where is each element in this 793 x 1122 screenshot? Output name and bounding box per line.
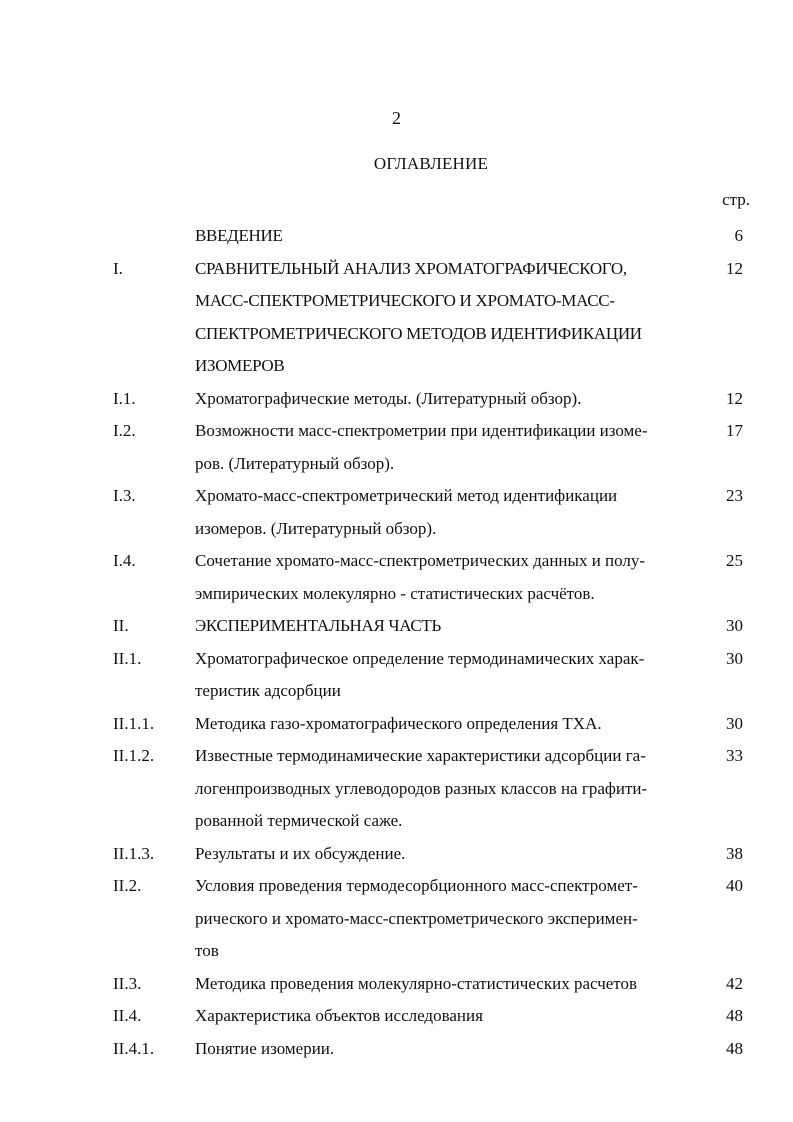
toc-entry-title-line: рического и хромато-масс-спектрометрического эксперимен-: [195, 908, 638, 928]
toc-title: ОГЛАВЛЕНИЕ: [373, 154, 489, 173]
toc-entry-title: [195, 1000, 703, 1033]
toc-entry-page: 12: [726, 388, 743, 408]
toc-entry-title-line: Методика газо-хроматографического определения ТХА.: [195, 713, 602, 733]
toc-entry-title: [195, 545, 703, 610]
toc-entry-title: [195, 870, 703, 968]
toc-entry-title-line: эмпирических молекулярно - статистических расчётов.: [195, 583, 595, 603]
toc-entry-title-line: МАСС-СПЕКТРОМЕТРИЧЕСКОГО И ХРОМАТО-МАСС-: [195, 291, 615, 310]
toc-entry-title-line: теристик адсорбции: [195, 681, 341, 700]
toc-entry-title-line: рованной термической саже.: [195, 811, 403, 830]
toc-entry-page: 17: [726, 421, 743, 440]
toc-entry: [0, 740, 793, 838]
toc-entry-page: 48: [726, 1006, 743, 1025]
toc-entry-title-line: ИЗОМЕРОВ: [195, 356, 285, 375]
toc-entry-number: II.1.1.: [113, 713, 155, 733]
toc-entry: [0, 220, 793, 253]
toc-entry-page: 23: [726, 486, 743, 505]
toc-entry-number: II.1.: [113, 648, 142, 668]
toc-entry: [0, 1000, 793, 1033]
toc-entry-title-line: Условия проведения термодесорбционного масс-спектромет-: [195, 876, 638, 895]
toc-entry-page: 33: [726, 746, 743, 765]
toc-entry-title-line: СРАВНИТЕЛЬНЫЙ АНАЛИЗ ХРОМАТОГРАФИЧЕСКОГО,: [195, 258, 627, 278]
toc-entry-title-line: Методика проведения молекулярно-статистических расчетов: [195, 973, 638, 993]
toc-entry: [0, 415, 793, 480]
toc-entry: [0, 838, 793, 871]
toc-entry-title-line: тов: [195, 941, 219, 960]
toc-entry: [0, 480, 793, 545]
toc-entry-number: I.1.: [113, 388, 136, 408]
toc-entry-title-line: ров. (Литературный обзор).: [195, 453, 395, 473]
toc-entry-title-line: СПЕКТРОМЕТРИЧЕСКОГО МЕТОДОВ ИДЕНТИФИКАЦИИ: [195, 323, 642, 343]
toc-entry-title: [195, 838, 703, 871]
toc-entry-title: [195, 220, 703, 253]
toc-entry-title: [195, 610, 703, 643]
toc-entry-title-line: Хроматографическое определение термодинамических харак-: [195, 648, 645, 668]
toc-entry-title: [195, 253, 703, 383]
toc-entry-title-line: ВВЕДЕНИЕ: [195, 226, 283, 245]
toc-entry-page: 6: [734, 226, 743, 245]
toc-entry-title: [195, 415, 703, 480]
toc-entry-title: [195, 1033, 703, 1066]
toc-entry: [0, 870, 793, 968]
toc-entry-title-line: ЭКСПЕРИМЕНТАЛЬНАЯ ЧАСТЬ: [195, 616, 441, 635]
toc-entry-title: [195, 643, 703, 708]
toc-entry-page: 30: [726, 713, 743, 733]
toc-entry: [0, 968, 793, 1001]
toc-entry-number: II.1.3.: [113, 843, 155, 863]
toc-entry: [0, 1033, 793, 1066]
toc-entry-page: 12: [726, 258, 743, 278]
toc-entry-number: II.3.: [113, 973, 142, 993]
toc-entry-page: 48: [726, 1038, 743, 1058]
toc-entry-page: 38: [726, 843, 743, 863]
toc-entry-page: 42: [726, 973, 743, 993]
toc-entry-title-line: Результаты и их обсуждение.: [195, 843, 406, 863]
toc-entry-number: II.1.2.: [113, 746, 155, 765]
toc-entry-title: [195, 480, 703, 545]
toc-entry-number: I.: [113, 258, 123, 278]
toc-entry-title-line: Возможности масс-спектрометрии при идентификации изоме-: [195, 421, 648, 440]
toc-entry-page: 30: [726, 648, 743, 668]
toc-entry-number: I.3.: [113, 486, 136, 505]
toc-entry-title-line: изомеров. (Литературный обзор).: [195, 518, 437, 538]
toc-entry-title: [195, 383, 703, 416]
toc-entry-title-line: Хроматографические методы. (Литературный обзор).: [195, 388, 582, 408]
page-number: 2: [392, 108, 401, 128]
toc-entry: [0, 253, 793, 383]
toc-entry-number: I.2.: [113, 421, 136, 440]
toc-entry: [0, 643, 793, 708]
toc-entry: [0, 610, 793, 643]
toc-entry: [0, 383, 793, 416]
toc-entry-title-line: Хромато-масс-спектрометрический метод идентификации: [195, 486, 618, 505]
toc-entry-title-line: Сочетание хромато-масс-спектрометрических данных и полу-: [195, 551, 646, 570]
toc-entry: [0, 708, 793, 741]
toc-entry-title-line: Понятие изомерии.: [195, 1038, 335, 1058]
toc-entry-number: II.4.1.: [113, 1038, 155, 1058]
toc-entry-page: 25: [726, 551, 743, 570]
toc-entry-number: II.2.: [113, 876, 142, 895]
toc-entry-number: I.4.: [113, 551, 136, 570]
toc-entry: [0, 545, 793, 610]
pages-column-header: стр.: [722, 190, 750, 209]
toc-entry-page: 40: [726, 876, 743, 895]
toc-entry-title-line: Известные термодинамические характеристики адсорбции га-: [195, 746, 646, 765]
toc-entry-page: 30: [726, 616, 743, 635]
toc-entry-title-line: логенпроизводных углеводородов разных классов на графити-: [195, 778, 648, 798]
toc-entry-title: [195, 968, 703, 1001]
toc-entry-number: II.: [113, 616, 129, 635]
toc-entry-number: II.4.: [113, 1006, 142, 1025]
toc-entry-title: [195, 740, 703, 838]
toc-entry-title: [195, 708, 703, 741]
toc-entry-title-line: Характеристика объектов исследования: [195, 1006, 483, 1025]
table-of-contents: [0, 220, 793, 1065]
